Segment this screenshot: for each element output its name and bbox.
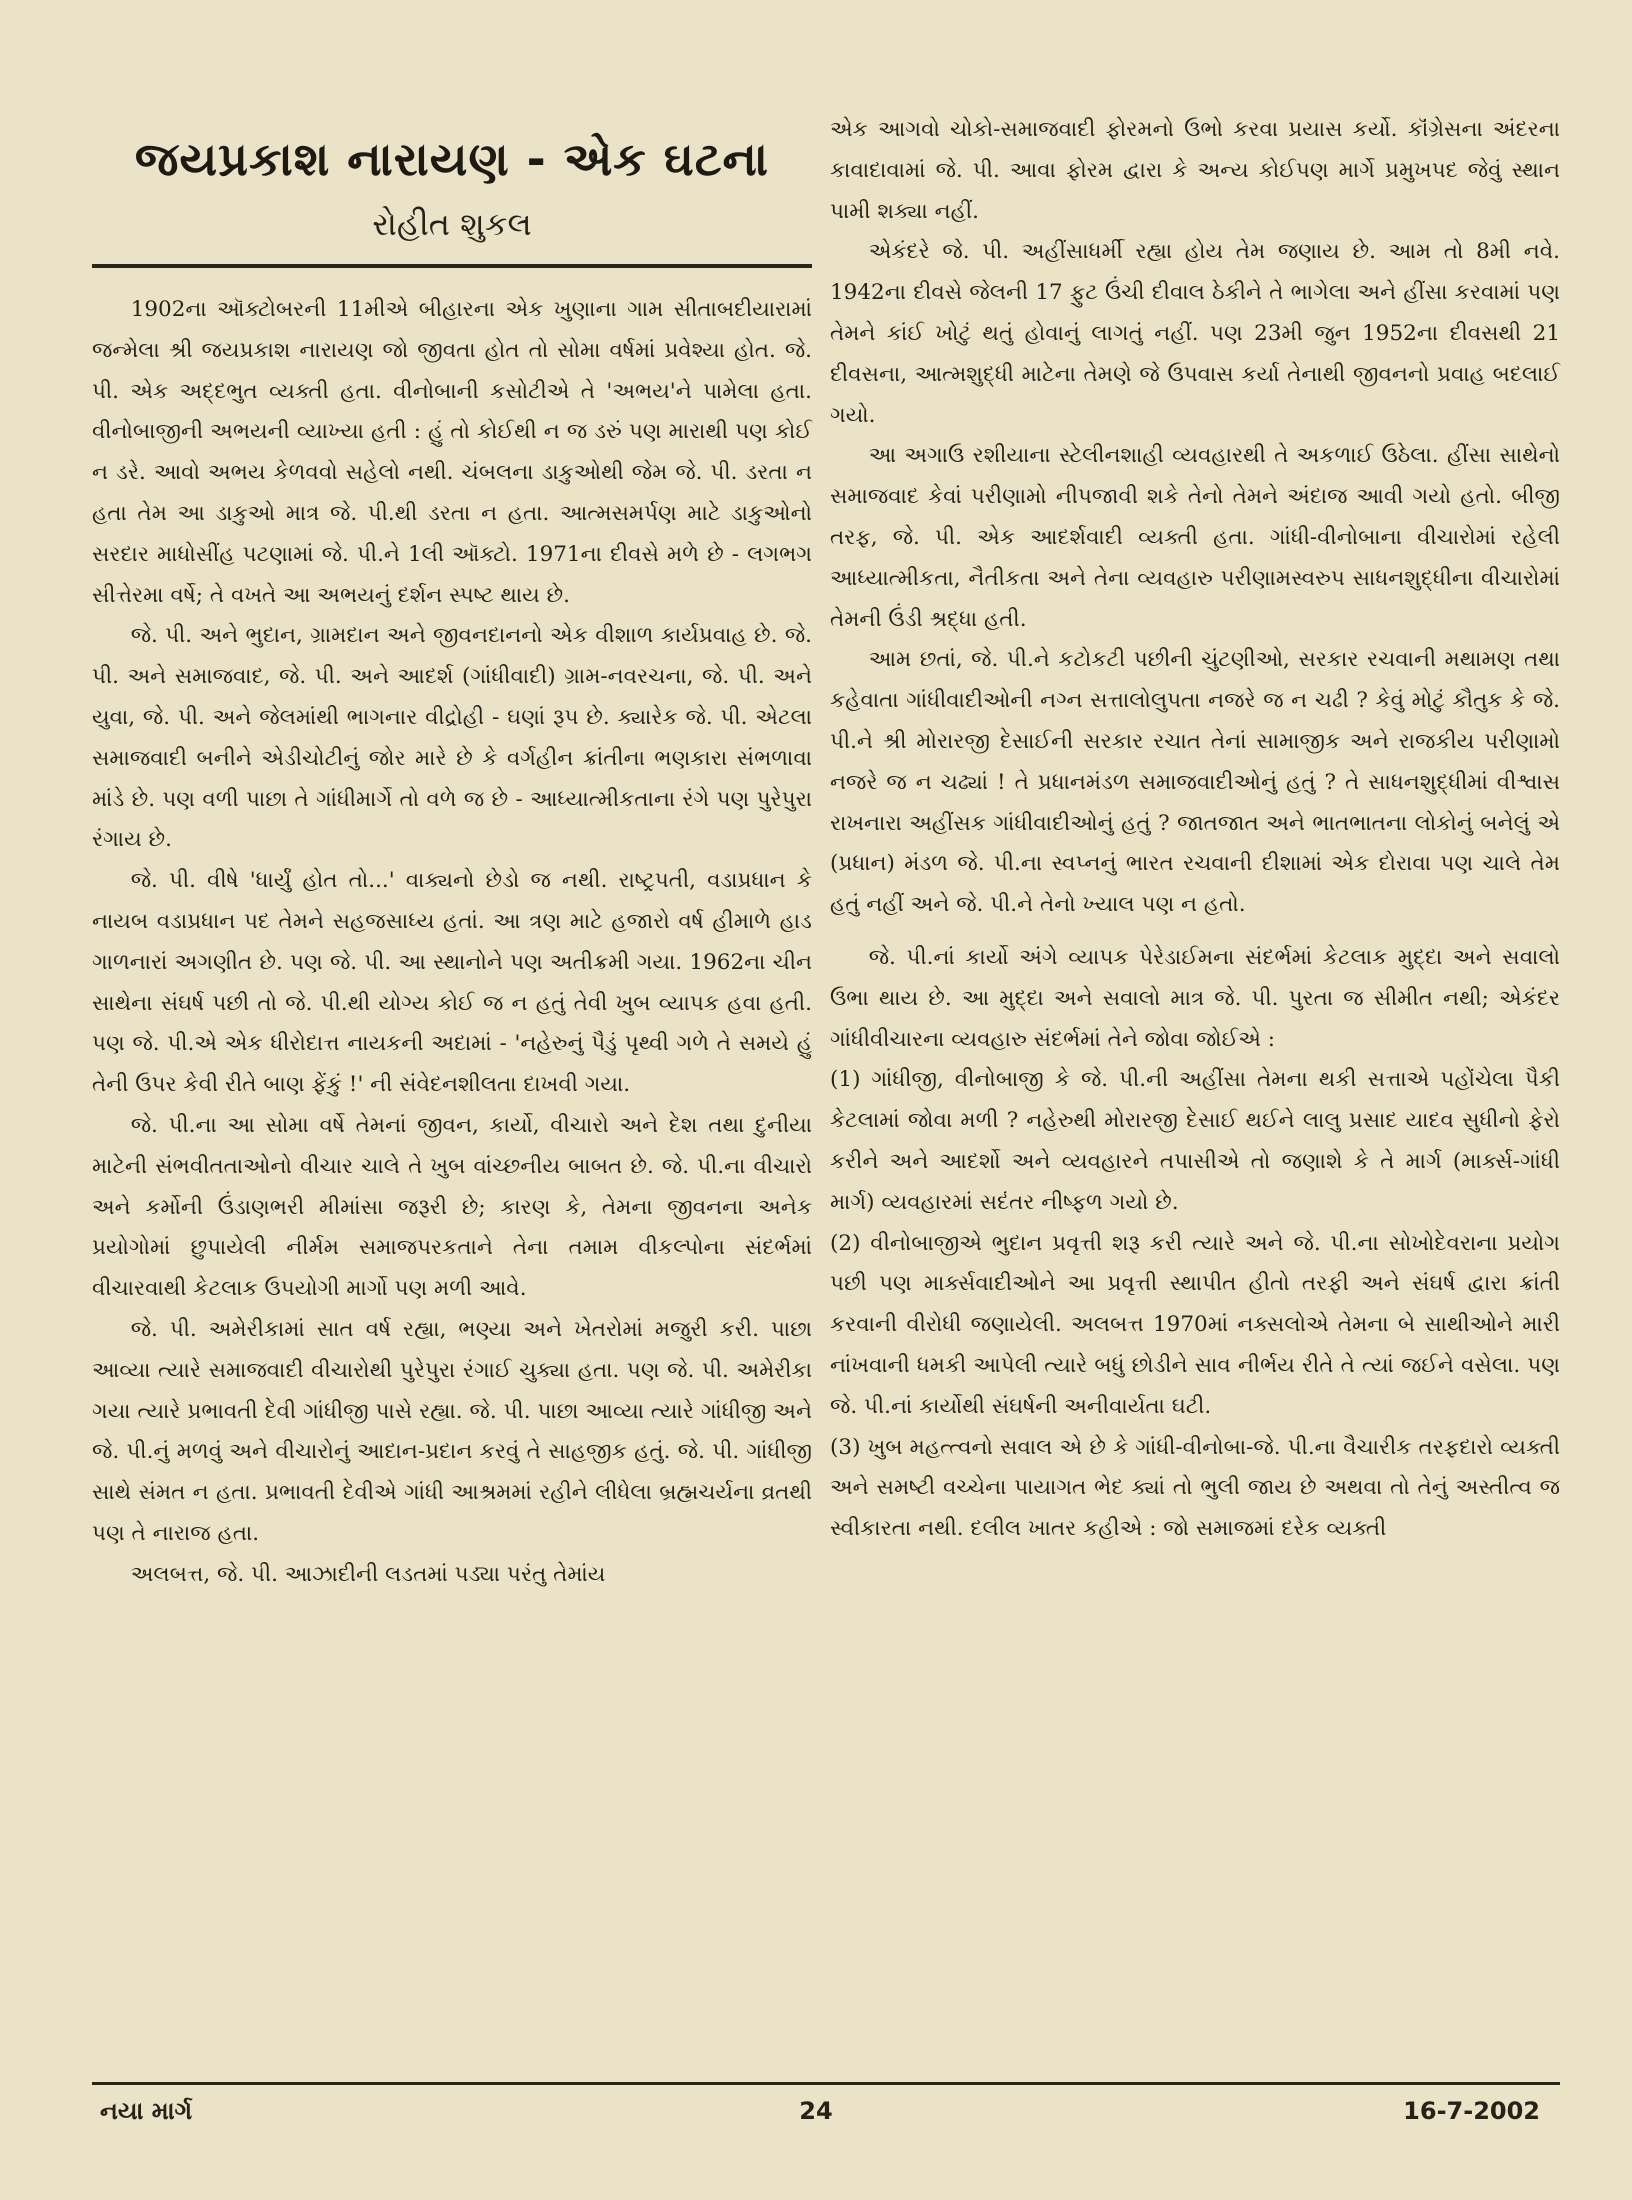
- numbered-point: (2) વીનોબાજીએ ભુદાન પ્રવૃત્તી શરૂ કરી ત્યારે અને જે. પી.ના સોખોદેવરાના પ્રયોગ પછી પણ માર્ક્સવાદીઓને આ પ્રવૃત્તી સ્થાપીત હીતો તરફી અને સંઘર્ષ દ્વારા ક્રાંતી કરવાની વીરોધી જણાયેલી. અલબત્ત 1970માં નક્સલોએ તેમના બે સાથીઓને મારી નાંખવાની ધમકી આપેલી ત્યારે બધું છોડીને સાવ નીર્ભય રીતે તે ત્યાં જઈને વસેલા. પણ જે. પી.નાં કાર્યોથી સંઘર્ષની અનીવાર્યતા ઘટી.: [830, 1230, 1560, 1419]
- magazine-name: નયા માર્ગ: [100, 2097, 193, 2125]
- footer-divider: [92, 2082, 1560, 2085]
- paragraph: જે. પી. અને ભુદાન, ગ્રામદાન અને જીવનદાનનો એક વીશાળ કાર્યપ્રવાહ છે. જે. પી. અને સમાજવાદ, જે. પી. અને આદર્શ (ગાંધીવાદી) ગ્રામ-નવરચના, જે. પી. અને યુવા, જે. પી. અને જેલમાંથી ભાગનાર વીદ્રોહી - ઘણાં રૂપ છે. ક્યારેક જે. પી. એટલા સમાજવાદી બનીને એડીચોટીનું જોર મારે છે કે વર્ગહીન ક્રાંતીના ભણકારા સંભળાવા માંડે છે. પણ વળી પાછા તે ગાંધીમાર્ગે તો વળે જ છે - આધ્યાત્મીકતાના રંગે પણ પુરેપુરા રંગાય છે.: [92, 623, 812, 853]
- right-column: [830, 110, 1560, 1550]
- paragraph: આમ છતાં, જે. પી.ને કટોકટી પછીની ચુંટણીઓ, સરકાર રચવાની મથામણ તથા કહેવાતા ગાંધીવાદીઓની નગ્ન સત્તાલોલુપતા નજરે જ ન ચઢી ? કેવું મોટું કૌતુક કે જે. પી.ને શ્રી મોરારજી દેસાઈની સરકાર રચાત તેનાં સામાજીક અને રાજકીય પરીણામો નજરે જ ન ચઢ્યાં ! તે પ્રધાનમંડળ સમાજવાદીઓનું હતું ? તે સાધનશુદ્ધીમાં વીશ્વાસ રાખનારા અહીંસક ગાંધીવાદીઓનું હતું ? જાતજાત અને ભાતભાતના લોકોનું બનેલું એ (પ્રધાન) મંડળ જે. પી.ના સ્વપ્નનું ભારત રચવાની દીશામાં એક દોરાવા પણ ચાલે તેમ હતું નહીં અને જે. પી.ને તેનો ખ્યાલ પણ ન હતો.: [830, 647, 1560, 918]
- paragraph: અલબત્ત, જે. પી. આઝાદીની લડતમાં પડ્યા પરંતુ તેમાંય: [130, 1561, 606, 1587]
- article-title: જયપ્રકાશ નારાયણ - એક ઘટના: [134, 132, 770, 186]
- paragraph: જે. પી. વીષે 'ધાર્યું હોત તો...' વાક્યનો છેડો જ નથી. રાષ્ટ્રપતી, વડાપ્રધાન કે નાયબ વડાપ્રધાન પદ તેમને સહજસાધ્ય હતાં. આ ત્રણ માટે હજારો વર્ષ હીમાળે હાડ ગાળનારાં અગણીત છે. પણ જે. પી. આ સ્થાનોને પણ અતીક્રમી ગયા. 1962ના ચીન સાથેના સંઘર્ષ પછી તો જે. પી.થી યોગ્ય કોઈ જ ન હતું તેવી ખુબ વ્યાપક હવા હતી. પણ જે. પી.એ એક ધીરોદાત્ત નાયકની અદામાં - 'નહેરુનું પૈડું પૃથ્વી ગળે તે સમયે હું તેની ઉપર કેવી રીતે બાણ ફેંકું !' ની સંવેદનશીલતા દાખવી ગયા.: [92, 868, 812, 1098]
- numbered-point: (1) ગાંધીજી, વીનોબાજી કે જે. પી.ની અહીંસા તેમના થકી સત્તાએ પહોંચેલા પૈકી કેટલામાં જોવા મળી ? નહેરુથી મોરારજી દેસાઈ થઈને લાલુ પ્રસાદ યાદવ સુધીનો ફેરો કરીને અને આદર્શો અને વ્યવહારને તપાસીએ તો જણાશે કે તે માર્ગ (માર્ક્સ-ગાંધી માર્ગ) વ્યવહારમાં સદંતર નીષ્ફળ ગયો છે.: [830, 1067, 1560, 1215]
- article-author: રોહીત શુકલ: [372, 205, 532, 243]
- page-number: 24: [799, 2097, 833, 2125]
- title-divider: [92, 264, 812, 268]
- paragraph: એક આગવો ચોકો-સમાજવાદી ફોરમનો ઉભો કરવા પ્રયાસ કર્યો. કૉંગ્રેસના અંદરના કાવાદાવામાં જે. પી. આવા ફોરમ દ્વારા કે અન્ય કોઈપણ માર્ગે પ્રમુખપદ જેવું સ્થાન પામી શક્યા નહીં.: [830, 117, 1560, 224]
- paragraph: જે. પી.ના આ સોમા વર્ષે તેમનાં જીવન, કાર્યો, વીચારો અને દેશ તથા દુનીયા માટેની સંભવીતતાઓનો વીચાર ચાલે તે ખુબ વાંચ્છનીય બાબત છે. જે. પી.ના વીચારો અને કર્મોની ઉંડાણભરી મીમાંસા જરૂરી છે; કારણ કે, તેમના જીવનના અનેક પ્રયોગોમાં છુપાયેલી નીર્મમ સમાજપરકતાને તેના તમામ વીકલ્પોના સંદર્ભમાં વીચારવાથી કેટલાક ઉપયોગી માર્ગો પણ મળી આવે.: [92, 1112, 812, 1302]
- numbered-point: (3) ખુબ મહત્ત્વનો સવાલ એ છે કે ગાંધી-વીનોબા-જે. પી.ના વૈચારીક તરફદારો વ્યક્તી અને સમષ્ટી વચ્ચેના પાયાગત ભેદ ક્યાં તો ભુલી જાય છે અથવા તો તેનું અસ્તીત્વ જ સ્વીકારતા નથી. દલીલ ખાતર કહીએ : જો સમાજમાં દરેક વ્યક્તી: [830, 1434, 1560, 1542]
- paragraph: 1902ના ઑક્ટોબરની 11મીએ બીહારના એક ખુણાના ગામ સીતાબદીયારામાં જન્મેલા શ્રી જયપ્રકાશ નારાયણ જો જીવતા હોત તો સોમા વર્ષમાં પ્રવેશ્યા હોત. જે. પી. એક અદ્દભુત વ્યક્તી હતા. વીનોબાની કસોટીએ તે 'અભય'ને પામેલા હતા. વીનોબાજીની અભયની વ્યાખ્યા હતી : હું તો કોઈથી ન જ ડરું પણ મારાથી પણ કોઈ ન ડરે. આવો અભય કેળવવો સહેલો નથી. ચંબલના ડાકુઓથી જેમ જે. પી. ડરતા ન હતા તેમ આ ડાકુઓ માત્ર જે. પી.થી ડરતા ન હતા. આત્મસમર્પણ માટે ડાકુઓનો સરદાર માધોસીંહ પટણામાં જે. પી.ને 1લી ઑક્ટો. 1971ના દીવસે મળે છે - લગભગ સીત્તેરમા વર્ષે; તે વખતે આ અભયનું દર્શન સ્પષ્ટ થાય છે.: [92, 297, 812, 608]
- paragraph: જે. પી.નાં કાર્યો અંગે વ્યાપક પેરેડાઈમના સંદર્ભમાં કેટલાક મુદ્દા અને સવાલો ઉભા થાય છે. આ મુદ્દા અને સવાલો માત્ર જે. પી. પુરતા જ સીમીત નથી; એકંદર ગાંધીવીચારના વ્યવહારુ સંદર્ભમાં તેને જોવા જોઈએ :: [830, 944, 1560, 1052]
- paragraph: આ અગાઉ રશીયાના સ્ટેલીનશાહી વ્યવહારથી તે અકળાઈ ઉઠેલા. હીંસા સાથેનો સમાજવાદ કેવાં પરીણામો નીપજાવી શકે તેનો તેમને અંદાજ આવી ગયો હતો. બીજી તરફ, જે. પી. એક આદર્શવાદી વ્યક્તી હતા. ગાંધી-વીનોબાના વીચારોમાં રહેલી આધ્યાત્મીકતા, નૈતીકતા અને તેના વ્યવહારુ પરીણામસ્વરુપ સાધનશુદ્ધીના વીચારોમાં તેમની ઉંડી શ્રદ્ધા હતી.: [830, 443, 1560, 632]
- paragraph: એકંદરે જે. પી. અહીંસાધર્મી રહ્યા હોય તેમ જણાય છે. આમ તો 8મી નવે. 1942ના દીવસે જેલની 17 ફુટ ઉંચી દીવાલ ઠેકીને તે ભાગેલા અને હીંસા કરવામાં પણ તેમને કાંઈ ખોટું થતું હોવાનું લાગતું નહીં. પણ 23મી જુન 1952ના દીવસથી 21 દીવસના, આત્મશુદ્ધી માટેના તેમણે જે ઉપવાસ કર્યા તેનાથી જીવનનો પ્રવાહ બદલાઈ ગયો.: [830, 239, 1560, 428]
- issue-date: 16-7-2002: [1403, 2097, 1540, 2125]
- left-column: [92, 110, 812, 1596]
- paragraph: જે. પી. અમેરીકામાં સાત વર્ષ રહ્યા, ભણ્યા અને ખેતરોમાં મજુરી કરી. પાછા આવ્યા ત્યારે સમાજવાદી વીચારોથી પુરેપુરા રંગાઈ ચુક્યા હતા. પણ જે. પી. અમેરીકા ગયા ત્યારે પ્રભાવતી દેવી ગાંધીજી પાસે રહ્યા. જે. પી. પાછા આવ્યા ત્યારે ગાંધીજી અને જે. પી.નું મળવું અને વીચારોનું આદાન-પ્રદાન કરવું તે સાહજીક હતું. જે. પી. ગાંધીજી સાથે સંમત ન હતા. પ્રભાવતી દેવીએ ગાંધી આશ્રમમાં રહીને લીધેલા બ્રહ્મચર્યના વ્રતથી પણ તે નારાજ હતા.: [92, 1316, 812, 1546]
